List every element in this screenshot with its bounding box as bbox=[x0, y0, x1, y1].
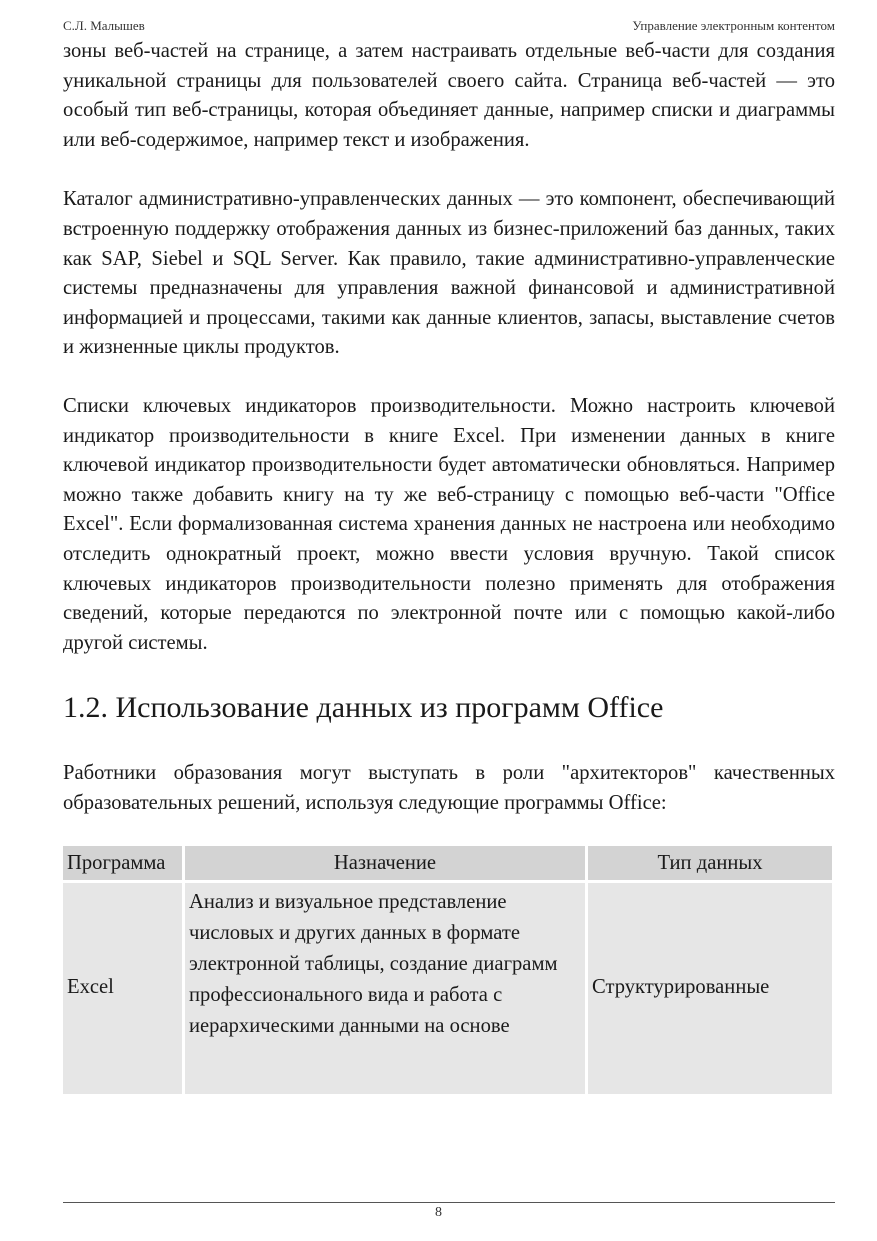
table-header-row bbox=[63, 846, 832, 880]
cell-data-type: Структурированные bbox=[588, 883, 832, 1094]
header-author: С.Л. Малышев bbox=[63, 18, 145, 33]
column-header-program: Программа bbox=[63, 846, 182, 880]
column-header-data-type: Тип данных bbox=[588, 846, 832, 880]
header-book-title: Управление электронным контентом bbox=[632, 18, 835, 33]
office-programs-table bbox=[60, 843, 835, 1097]
paragraph-kpi-lists: Списки ключевых индикаторов производительности. Можно настроить ключевой индикатор производительности в книге Excel. При изменении данных в книге ключевой индикатор производительности будет автоматически обновляться. Например можно также добавить книгу на ту же веб-страницу с помощью веб-части "Office Excel". Если формализованная система хранения данных не настроена или необходимо отследить однократный проект, можно ввести условия вручную. Такой список ключевых индикаторов производительности полезно применять для отображения сведений, которые передаются по электронной почте или с помощью какой-либо другой системы. bbox=[63, 394, 835, 654]
column-header-purpose: Назначение bbox=[185, 846, 585, 880]
cell-program: Excel bbox=[63, 883, 182, 1094]
footer-divider bbox=[63, 1202, 835, 1203]
section-heading: 1.2. Использование данных из программ Office bbox=[63, 691, 664, 725]
paragraph-education-intro: Работники образования могут выступать в роли "архитекторов" качественных образовательных решений, используя следующие программы Office: bbox=[63, 762, 835, 814]
paragraph-business-data-catalog: Каталог административно-управленческих данных — это компонент, обеспечивающий встроенную поддержку отображения данных из бизнес-приложений баз данных, таких как SAP, Siebel и SQL Server. Как правило, такие административно-управленческие системы предназначены для управления важной финансовой и административной информацией и процессами, такими как данные клиентов, запасы, выставление счетов и жизненные циклы продуктов. bbox=[63, 188, 835, 359]
table-row bbox=[63, 883, 832, 1094]
page-number: 8 bbox=[435, 1205, 442, 1220]
page-content bbox=[63, 37, 835, 1097]
running-header bbox=[63, 16, 835, 36]
cell-purpose: Анализ и визуальное представление числовых и других данных в формате электронной таблицы, создание диаграмм профессионального вида и работа с иерархическими данными на основе bbox=[185, 883, 585, 1094]
paragraph-web-parts: зоны веб-частей на странице, а затем настраивать отдельные веб-части для создания уникальной страницы для пользователей своего сайта. Страница веб-частей — это особый тип веб-страницы, которая объединяет данные, например списки и диаграммы или веб-содержимое, например текст и изображения. bbox=[63, 40, 835, 151]
